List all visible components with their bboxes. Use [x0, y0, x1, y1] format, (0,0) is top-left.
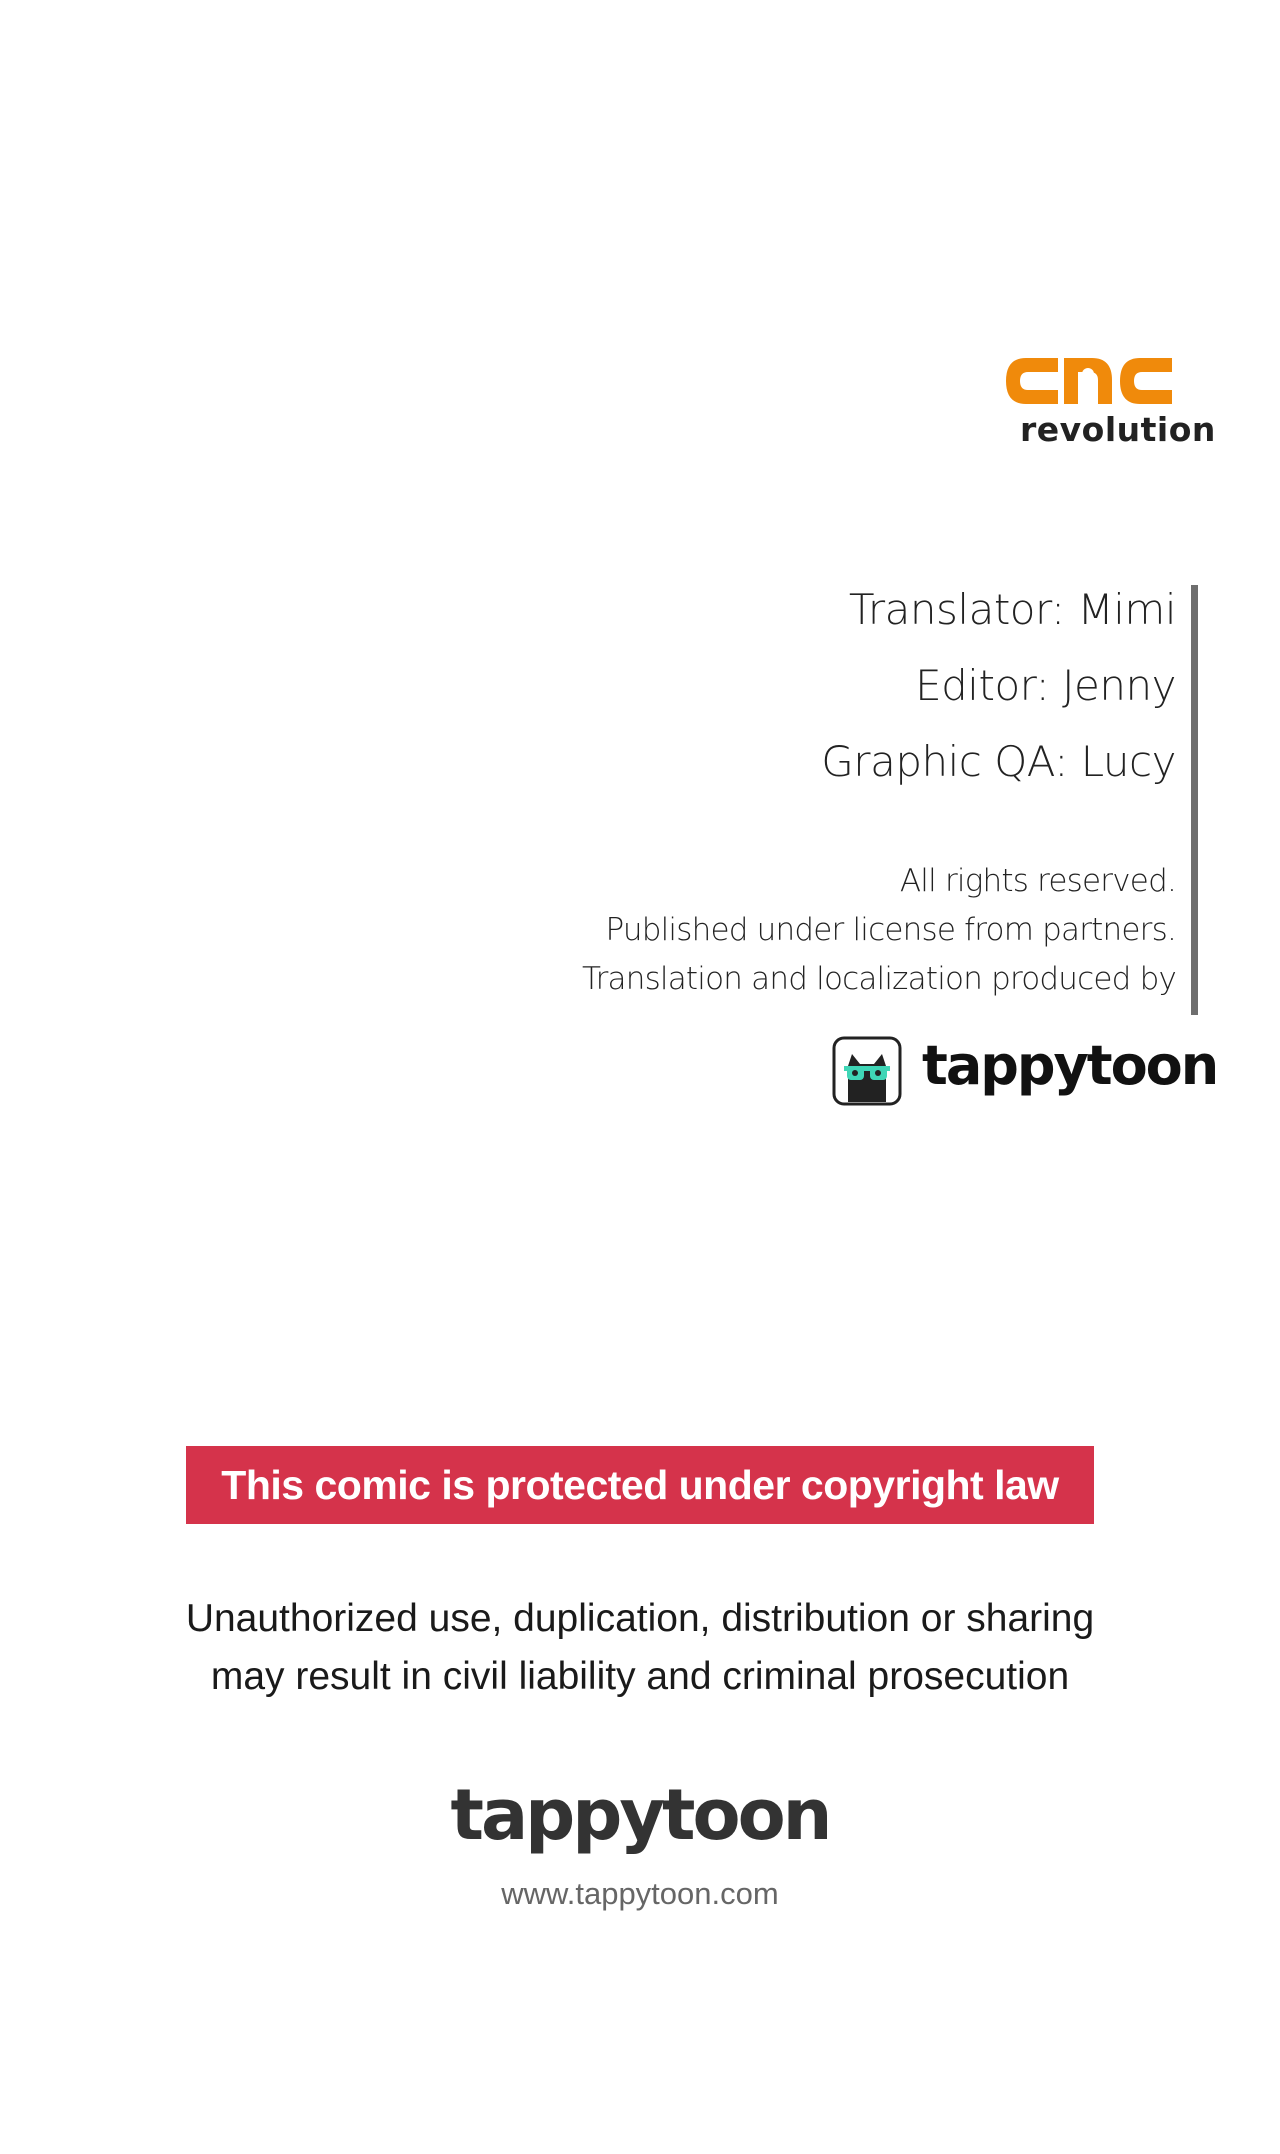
- tappytoon-wordmark-small: tappytoon: [922, 1034, 1218, 1097]
- warning-line-1: Unauthorized use, duplication, distribution or sharing: [185, 1597, 1095, 1640]
- publisher-logo-subtitle: revolution: [1020, 410, 1216, 449]
- credits-divider: [1191, 585, 1198, 1015]
- cat-glasses-icon: [832, 1036, 902, 1106]
- copyright-warning-banner: This comic is protected under copyright law: [186, 1446, 1094, 1524]
- graphic-qa-credit: Graphic QA: Lucy: [821, 737, 1176, 786]
- translator-credit: Translator: Mimi: [848, 585, 1176, 634]
- license-notice: Published under license from partners.: [605, 912, 1176, 948]
- footer-brand-logo: tappytoon: [450, 1774, 830, 1856]
- editor-credit: Editor: Jenny: [915, 661, 1176, 710]
- rights-notice: All rights reserved.: [899, 863, 1176, 899]
- footer-url-link[interactable]: www.tappytoon.com: [501, 1876, 779, 1911]
- cnc-logo-mark: [1000, 350, 1180, 412]
- publisher-logo: [1000, 350, 1216, 450]
- credits-block: [498, 585, 1198, 1015]
- tappytoon-brand-small: [832, 1034, 1218, 1110]
- warning-line-2: may result in civil liability and criminal prosecution: [210, 1655, 1070, 1698]
- localization-notice: Translation and localization produced by: [582, 961, 1176, 997]
